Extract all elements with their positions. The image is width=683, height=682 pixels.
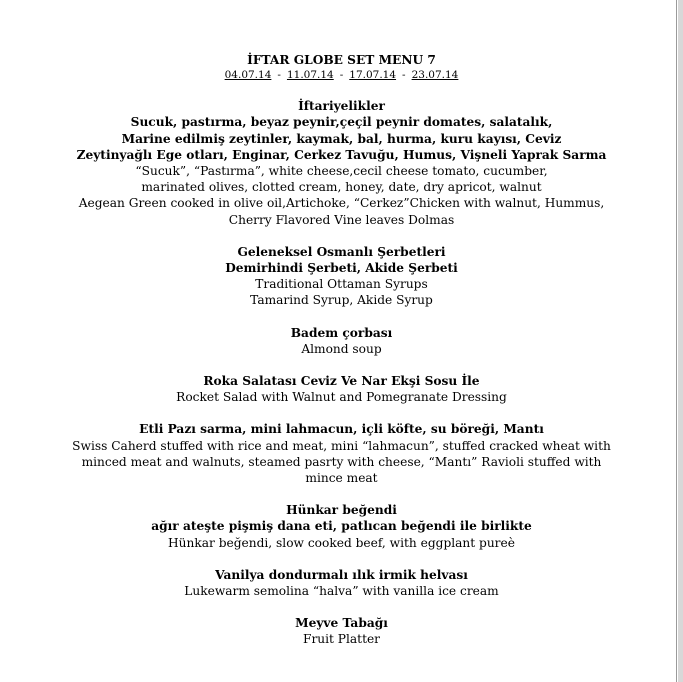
date-separator: -: [277, 69, 281, 82]
menu-section: [0, 373, 683, 405]
menu-section: [0, 567, 683, 599]
section-heading-tr: Roka Salatası Ceviz Ve Nar Ekşi Sosu İle: [203, 374, 480, 389]
menu-section: [0, 244, 683, 309]
section-line-tr: Sucuk, pastırma, beyaz peynir,çeçil peynir domates, salatalık,: [130, 115, 553, 130]
section-line-en: Lukewarm semolina “halva” with vanilla ice cream: [184, 584, 499, 599]
section-line-tr: ağır ateşte pişmiş dana eti, patlıcan beğendi ile birlikte: [151, 519, 532, 534]
section-line-tr: Zeytinyağlı Ege otları, Enginar, Cerkez Tavuğu, Humus, Vişneli Yaprak Sarma: [76, 147, 607, 162]
section-heading-tr: Badem çorbası: [290, 325, 393, 340]
menu-document: [0, 52, 683, 664]
date-separator: -: [402, 69, 406, 82]
section-heading-tr: Meyve Tabağı: [295, 616, 388, 631]
section-line-tr: Marine edilmiş zeytinler, kaymak, bal, hurma, kuru kayısı, Ceviz: [121, 131, 562, 146]
menu-section: [0, 615, 683, 647]
section-line-en: Rocket Salad with Walnut and Pomegranate Dressing: [176, 390, 507, 405]
menu-section: [0, 421, 683, 486]
section-line-en: Traditional Ottaman Syrups: [255, 277, 428, 292]
section-line-en: minced meat and walnuts, steamed pasrty with cheese, “Mantı” Ravioli stuffed with: [81, 454, 602, 469]
section-line-en: Swiss Caherd stuffed with rice and meat, mini “lahmacun”, stuffed cracked wheat with: [72, 438, 611, 453]
menu-dates: [0, 68, 683, 82]
date-2: 11.07.14: [286, 69, 334, 82]
section-heading-tr: Etli Pazı sarma, mini lahmacun, içli köfte, su böreği, Mantı: [139, 422, 544, 437]
section-line-en: Tamarind Syrup, Akide Syrup: [250, 293, 433, 308]
section-line-tr: Demirhindi Şerbeti, Akide Şerbeti: [225, 261, 458, 276]
menu-sections: [0, 98, 683, 647]
menu-section: [0, 502, 683, 551]
section-line-en: “Sucuk”, “Pastırma”, white cheese,cecil cheese tomato, cucumber,: [135, 164, 548, 179]
section-line-en: Cherry Flavored Vine leaves Dolmas: [228, 212, 455, 227]
section-line-en: mince meat: [305, 471, 378, 486]
section-line-en: Fruit Platter: [303, 632, 380, 647]
section-line-en: Almond soup: [301, 341, 382, 356]
section-heading-tr: Geleneksel Osmanlı Şerbetleri: [237, 244, 446, 259]
date-separator: -: [339, 69, 344, 82]
menu-section: [0, 325, 683, 357]
menu-section: [0, 98, 683, 228]
section-line-en: Aegean Green cooked in olive oil,Artichoke, “Cerkez”Chicken with walnut, Hummus,: [78, 196, 605, 211]
menu-title: İFTAR GLOBE SET MENU 7: [247, 53, 436, 67]
date-4: 23.07.14: [411, 69, 459, 82]
section-line-en: marinated olives, clotted cream, honey, date, dry apricot, walnut: [141, 180, 542, 195]
section-heading-tr: Vanilya dondurmalı ılık irmik helvası: [215, 567, 468, 582]
section-heading-tr: Hünkar beğendi: [286, 503, 397, 518]
section-heading-tr: İftariyelikler: [298, 99, 385, 114]
date-1: 04.07.14: [224, 69, 272, 82]
section-line-en: Hünkar beğendi, slow cooked beef, with eggplant pureè: [168, 535, 515, 550]
date-3: 17.07.14: [349, 69, 397, 82]
